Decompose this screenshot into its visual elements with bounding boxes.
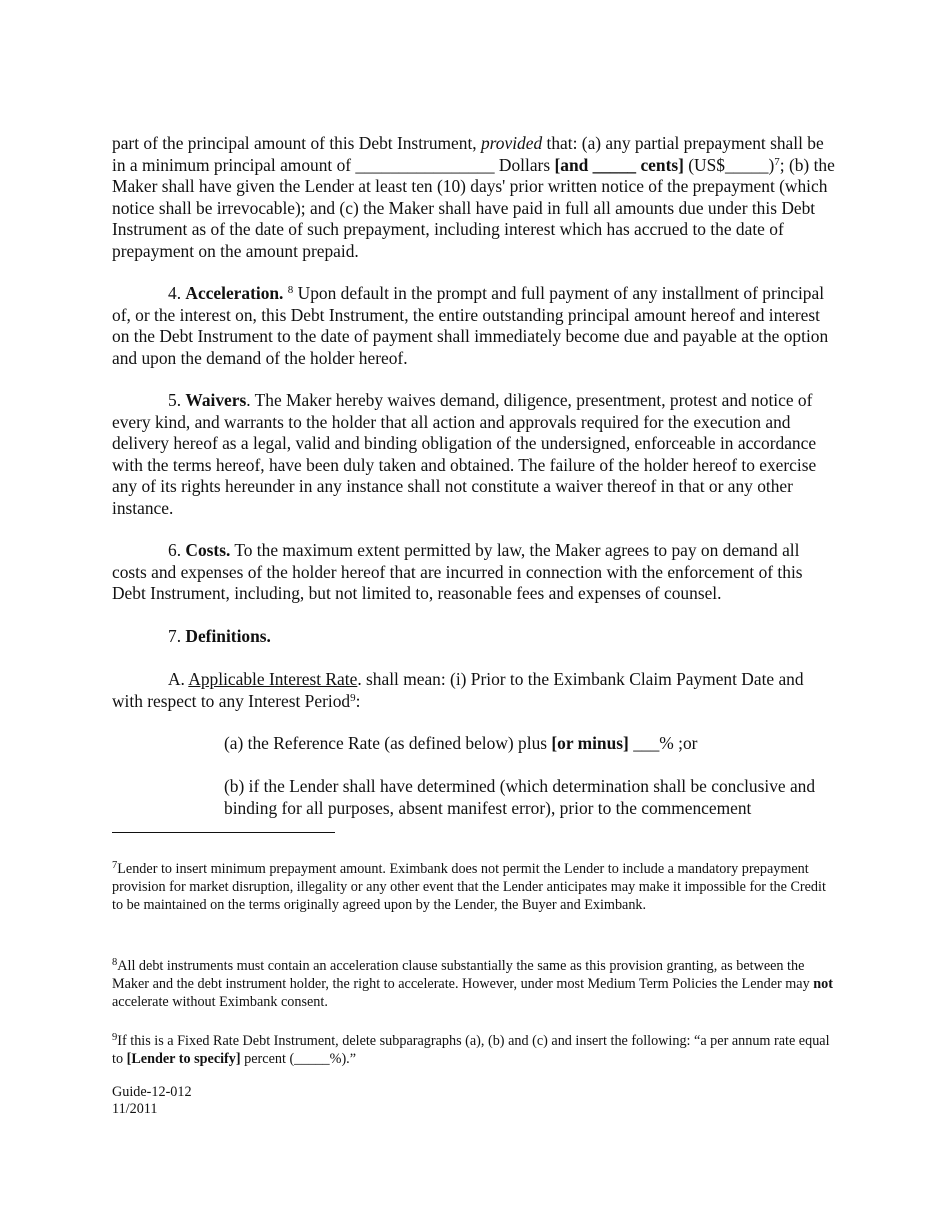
text-run: part of the principal amount of this Debt Instrument,: [112, 133, 481, 153]
guide-code: Guide-12-012: [112, 1084, 192, 1100]
footnote-7: [112, 860, 838, 915]
section-heading: Definitions.: [185, 626, 271, 646]
bold-not: not: [813, 976, 833, 993]
bold-or-minus: [or minus]: [551, 733, 629, 753]
section-heading: Costs.: [185, 540, 231, 560]
footnote-8: [112, 957, 838, 1012]
text-run: (US$_____): [683, 154, 775, 175]
bold-and-cents: [and _____ cents]: [554, 154, 684, 175]
footnote-text: percent (_____%).”: [240, 1051, 357, 1068]
footnote-9: [112, 1032, 838, 1068]
prepayment-paragraph: [112, 133, 838, 262]
section-number: 7.: [168, 626, 186, 646]
footnote-ref-8[interactable]: 8: [287, 284, 294, 296]
section-4-acceleration: [112, 283, 838, 369]
footnote-number: 8: [112, 957, 118, 968]
text-run: ; (b) the Maker shall have given the Lender at least ten (10) days' prior written notice of the prepayment (which notice shall be irrevocable); and (c) the Maker shall have paid in full all amounts due under this Debt Instrument as of the date of such prepayment, including interest which has accrued to the date of prepayment on the amount prepaid.: [112, 154, 835, 261]
footnote-text: All debt instruments must contain an acceleration clause substantially the same as this provision granting, as between the Maker and the debt instrument holder, the right to accelerate. However, under most Medium Term Policies the Lender may: [112, 958, 814, 993]
section-text: . The Maker hereby waives demand, diligence, presentment, protest and notice of every kind, and warrants to the holder that all action and approvals required for the execution and delivery hereof as a legal, valid and binding obligation of the undersigned, enforceable in accordance with the terms hereof, have been duly taken and obtained. The failure of the holder hereof to exercise any of its rights hereunder in any instance shall not constitute a waiver thereof in that or any other instance.: [112, 390, 817, 518]
section-heading: Acceleration.: [185, 283, 284, 303]
footnote-number: 9: [112, 1032, 118, 1043]
definition-text: . shall mean: (i) Prior to the Eximbank Claim Payment Date and with respect to any Interest Period: [112, 669, 804, 711]
definition-label: A.: [168, 669, 189, 689]
section-number: 4.: [168, 283, 186, 303]
text-run: that: (a) any partial prepayment shall be in a minimum principal amount of ________________ Dollars: [112, 133, 824, 175]
footnote-text: Lender to insert minimum prepayment amount. Eximbank does not permit the Lender to include a mandatory prepayment provision for market disruption, illegality or any other event that the Lender anticipates may make it impossible for the Credit to be maintained on the terms originally agreed upon by the Lender, the Buyer and Eximbank.: [112, 861, 826, 914]
section-5-waivers: [112, 390, 838, 519]
italic-provided: provided: [480, 133, 543, 153]
subparagraph-a: [224, 733, 838, 755]
section-text: Upon default in the prompt and full payment of any installment of principal of, or the interest on, this Debt Instrument, the entire outstanding principal amount hereof and interest on the Debt Instrument to the date of payment shall immediately become due and payable at the option and upon the demand of the holder hereof.: [112, 283, 829, 368]
text-run: :: [355, 690, 361, 711]
document-footer: [112, 1084, 192, 1118]
subparagraph-b: (b) if the Lender shall have determined (which determination shall be conclusive and binding for all purposes, absent manifest error), prior to the commencement: [224, 776, 816, 818]
footnote-number: 7: [112, 860, 118, 871]
footnote-text: If this is a Fixed Rate Debt Instrument, delete subparagraphs (a), (b) and (c) and insert the following: “a per annum rate equal to: [112, 1033, 830, 1068]
section-text: To the maximum extent permitted by law, the Maker agrees to pay on demand all costs and expenses of the holder hereof that are incurred in connection with the enforcement of this Debt Instrument, including, but not limited to, reasonable fees and expenses of counsel.: [112, 540, 803, 603]
defined-term: Applicable Interest Rate: [188, 669, 358, 689]
guide-date: 11/2011: [112, 1101, 158, 1117]
footnote-separator: [112, 832, 335, 833]
text-run: ___% ;or: [628, 733, 698, 753]
section-heading: Waivers: [185, 390, 247, 410]
section-6-costs: [112, 540, 838, 605]
footnote-ref-7[interactable]: 7: [774, 155, 780, 168]
section-7-definitions: [112, 626, 838, 648]
bold-lender-to-specify: [Lender to specify]: [126, 1051, 241, 1068]
section-number: 5.: [168, 390, 186, 410]
footnote-text: accelerate without Eximbank consent.: [112, 994, 328, 1011]
section-number: 6.: [168, 540, 186, 560]
text-run: (a) the Reference Rate (as defined below) plus: [224, 733, 552, 753]
footnote-ref-9[interactable]: 9: [350, 691, 356, 704]
definition-applicable-interest-rate: [112, 669, 838, 712]
